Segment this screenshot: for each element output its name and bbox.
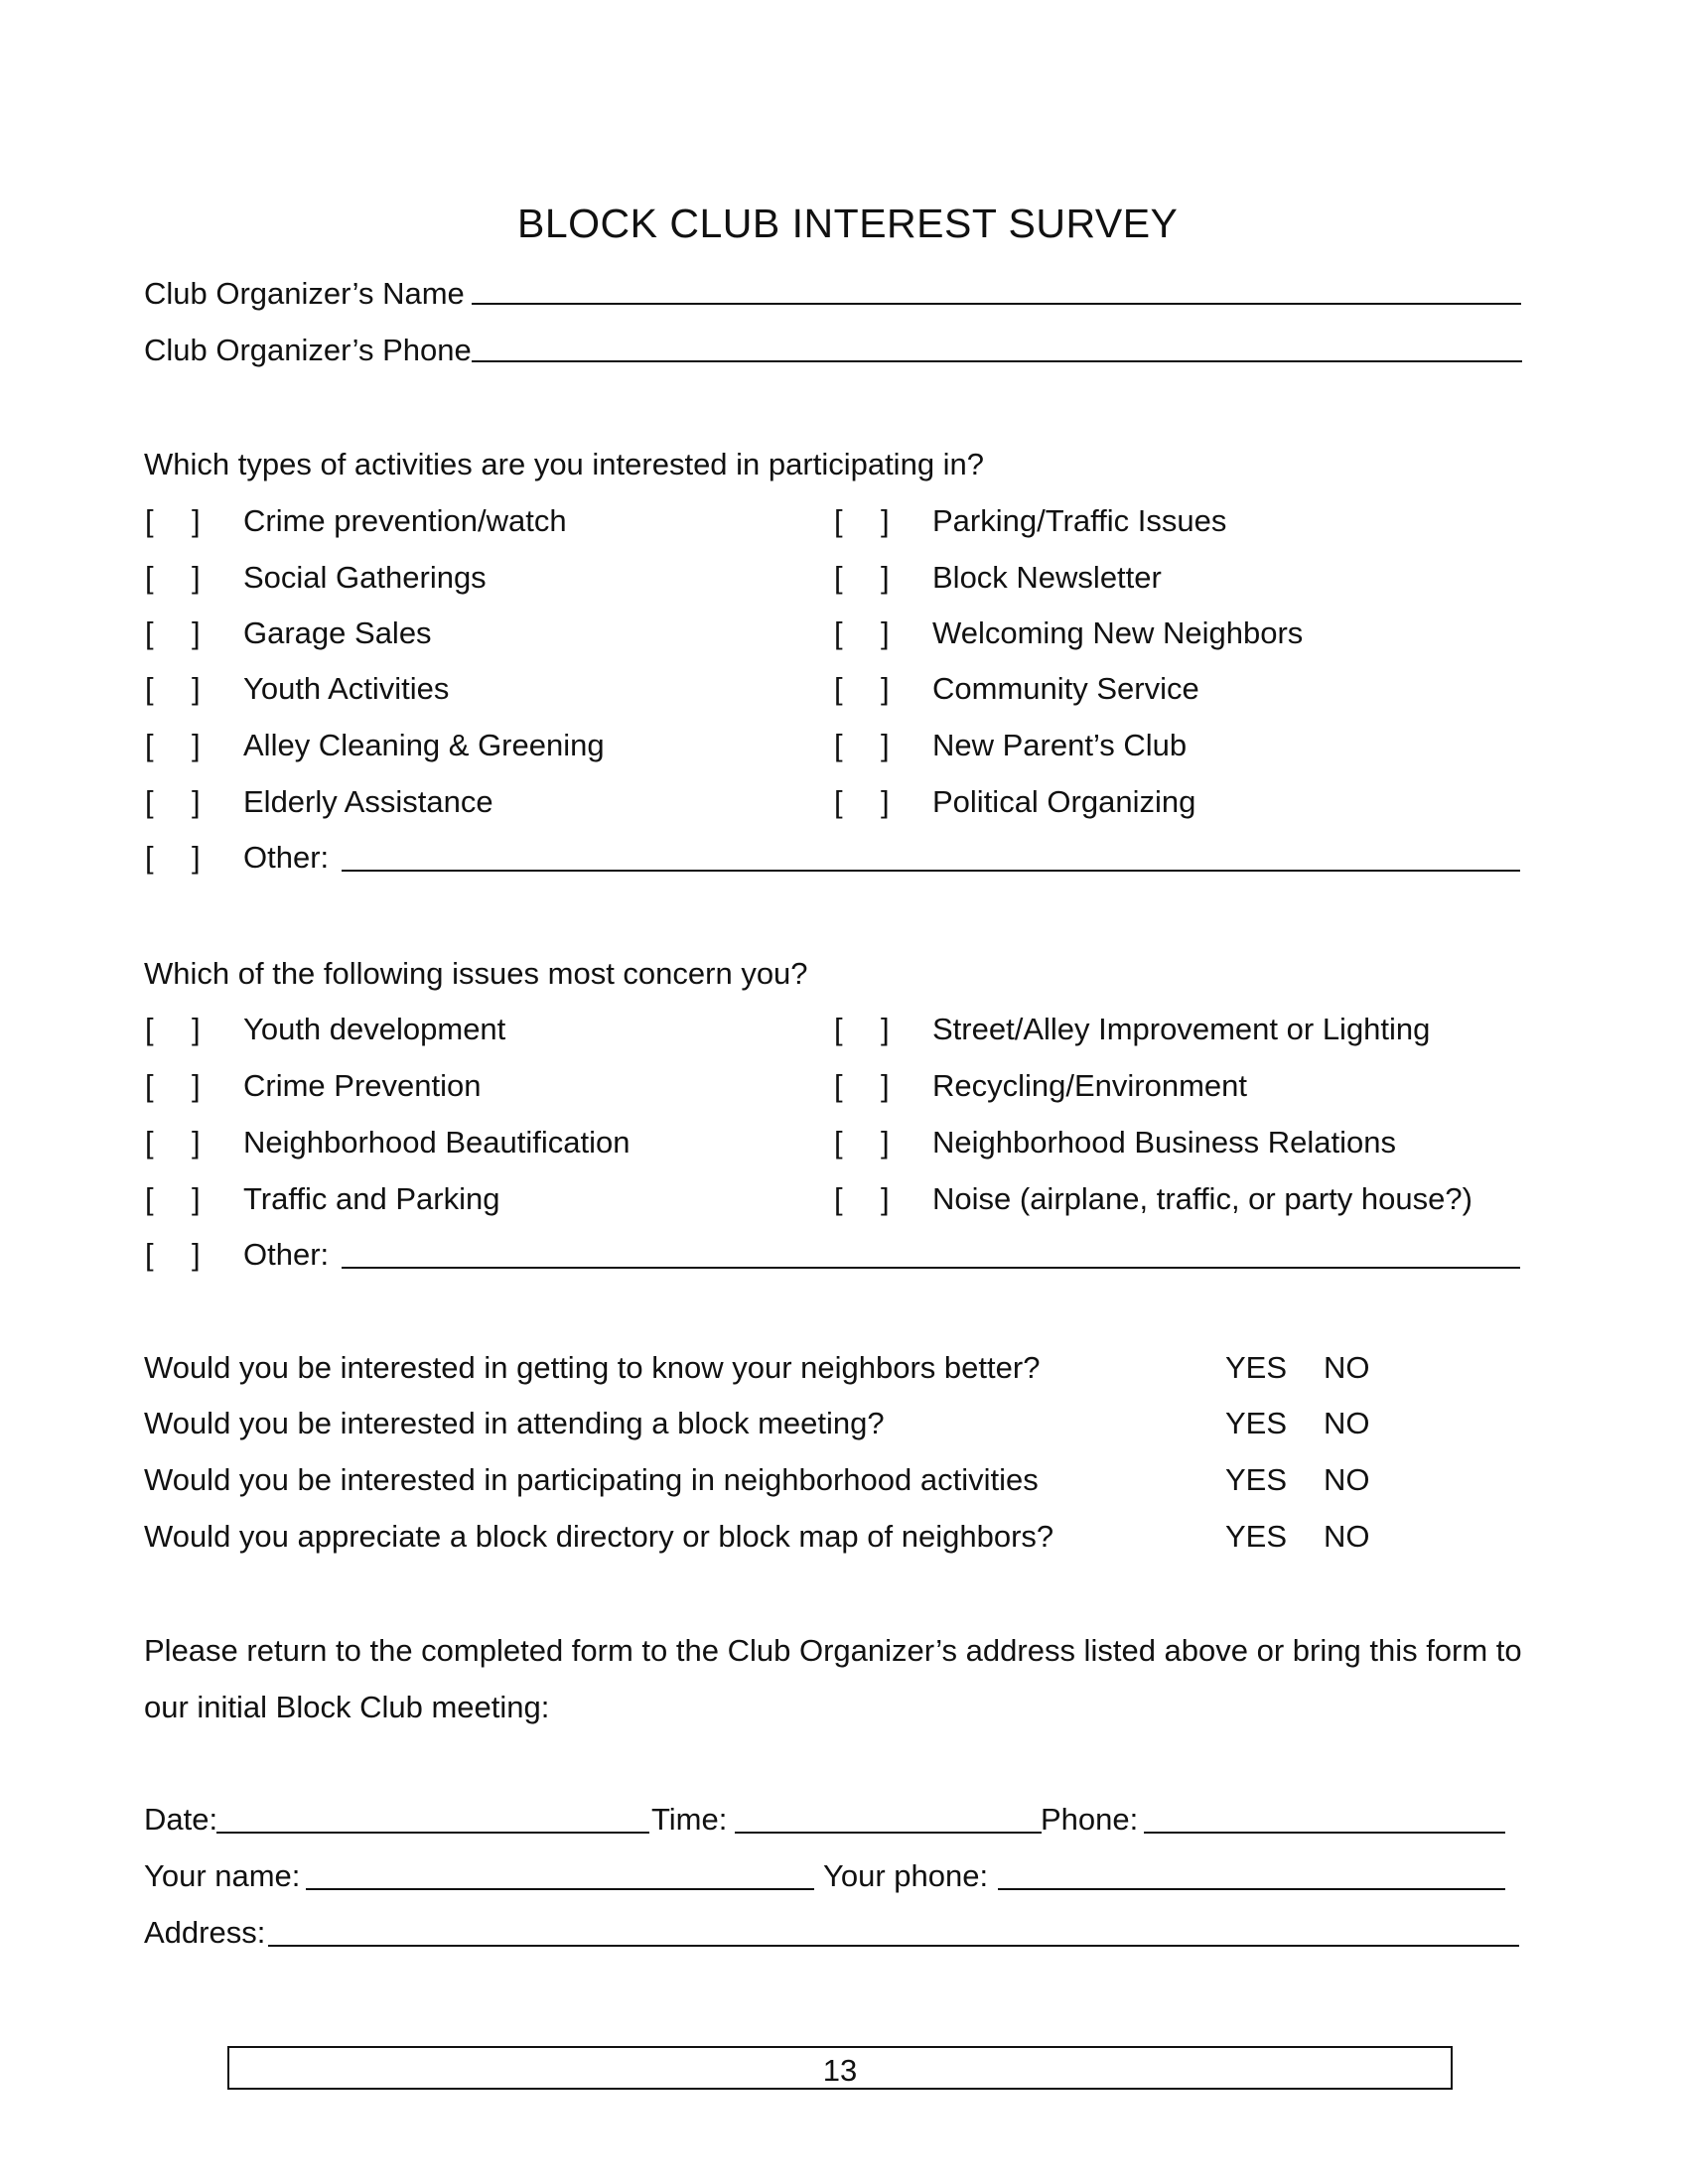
page-number-box: [227, 2046, 1453, 2090]
no-option-2[interactable]: NO: [1324, 1462, 1370, 1497]
checkbox-close-bracket: ]: [881, 615, 890, 650]
checkbox-open-bracket: [: [834, 671, 843, 706]
activity-right-2-checkbox[interactable]: [834, 617, 894, 653]
activity-right-4-checkbox[interactable]: [834, 730, 894, 765]
yes-no-question-0: Would you be interested in getting to know your neighbors better?: [144, 1350, 1041, 1385]
checkbox-close-bracket: ]: [192, 560, 201, 595]
checkbox-open-bracket: [: [145, 1237, 154, 1272]
address-field[interactable]: [268, 1945, 1519, 1947]
yes-no-question-2: Would you be interested in participating in neighborhood activities: [144, 1462, 1039, 1497]
organizer-phone-field[interactable]: [472, 360, 1522, 362]
yes-option-2[interactable]: YES: [1225, 1462, 1288, 1497]
checkbox-open-bracket: [: [834, 615, 843, 650]
issue-left-3-label: Traffic and Parking: [243, 1181, 500, 1216]
issue-right-2-checkbox[interactable]: [834, 1127, 894, 1162]
activity-right-3-label: Community Service: [932, 671, 1199, 706]
checkbox-open-bracket: [: [834, 728, 843, 762]
issue-left-3-checkbox[interactable]: [145, 1183, 205, 1219]
issue-other-checkbox[interactable]: [145, 1239, 205, 1275]
checkbox-open-bracket: [: [145, 615, 154, 650]
address-label: Address:: [144, 1915, 266, 1950]
checkbox-open-bracket: [: [145, 671, 154, 706]
checkbox-open-bracket: [: [145, 728, 154, 762]
checkbox-close-bracket: ]: [881, 1181, 890, 1216]
phone-field[interactable]: [1144, 1832, 1505, 1834]
issue-right-1-checkbox[interactable]: [834, 1070, 894, 1106]
return-note-line-1: Please return to the completed form to the Club Organizer’s address listed above or bring this form to: [144, 1633, 1522, 1668]
activity-left-4-label: Alley Cleaning & Greening: [243, 728, 605, 762]
yes-option-3[interactable]: YES: [1225, 1519, 1288, 1554]
checkbox-open-bracket: [: [145, 1125, 154, 1160]
yes-no-question-1: Would you be interested in attending a block meeting?: [144, 1406, 885, 1440]
issues-question: Which of the following issues most concern you?: [144, 956, 808, 991]
activity-left-0-label: Crime prevention/watch: [243, 503, 567, 538]
checkbox-close-bracket: ]: [881, 1068, 890, 1103]
activity-right-1-label: Block Newsletter: [932, 560, 1162, 595]
activity-left-2-checkbox[interactable]: [145, 617, 205, 653]
date-field[interactable]: [216, 1832, 649, 1834]
checkbox-close-bracket: ]: [192, 1181, 201, 1216]
activity-left-5-checkbox[interactable]: [145, 786, 205, 822]
activities-question: Which types of activities are you interested in participating in?: [144, 447, 985, 481]
checkbox-close-bracket: ]: [192, 784, 201, 819]
checkbox-open-bracket: [: [145, 503, 154, 538]
organizer-phone-label: Club Organizer’s Phone: [144, 333, 472, 367]
checkbox-open-bracket: [: [834, 560, 843, 595]
yes-option-0[interactable]: YES: [1225, 1350, 1288, 1385]
checkbox-open-bracket: [: [834, 1125, 843, 1160]
activity-right-5-checkbox[interactable]: [834, 786, 894, 822]
activity-left-2-label: Garage Sales: [243, 615, 432, 650]
issue-left-1-checkbox[interactable]: [145, 1070, 205, 1106]
checkbox-close-bracket: ]: [881, 1012, 890, 1046]
activity-left-0-checkbox[interactable]: [145, 505, 205, 541]
checkbox-open-bracket: [: [834, 1181, 843, 1216]
activity-left-4-checkbox[interactable]: [145, 730, 205, 765]
phone-label: Phone:: [1041, 1802, 1139, 1837]
your-name-label: Your name:: [144, 1858, 301, 1893]
yes-no-question-3: Would you appreciate a block directory or block map of neighbors?: [144, 1519, 1054, 1554]
checkbox-close-bracket: ]: [192, 1237, 201, 1272]
issue-right-2-label: Neighborhood Business Relations: [932, 1125, 1397, 1160]
issue-right-0-label: Street/Alley Improvement or Lighting: [932, 1012, 1431, 1046]
checkbox-open-bracket: [: [834, 1012, 843, 1046]
activity-right-2-label: Welcoming New Neighbors: [932, 615, 1304, 650]
issue-right-3-checkbox[interactable]: [834, 1183, 894, 1219]
issue-other-field[interactable]: [342, 1267, 1520, 1269]
your-phone-field[interactable]: [998, 1888, 1505, 1890]
issue-left-0-checkbox[interactable]: [145, 1014, 205, 1049]
checkbox-close-bracket: ]: [192, 1068, 201, 1103]
activity-other-field[interactable]: [342, 870, 1520, 872]
your-name-field[interactable]: [306, 1888, 814, 1890]
checkbox-close-bracket: ]: [881, 560, 890, 595]
activity-left-1-checkbox[interactable]: [145, 562, 205, 598]
activity-left-3-label: Youth Activities: [243, 671, 450, 706]
checkbox-close-bracket: ]: [192, 503, 201, 538]
activity-right-0-checkbox[interactable]: [834, 505, 894, 541]
organizer-name-label: Club Organizer’s Name: [144, 276, 465, 311]
checkbox-open-bracket: [: [145, 560, 154, 595]
checkbox-open-bracket: [: [145, 1068, 154, 1103]
checkbox-open-bracket: [: [834, 1068, 843, 1103]
checkbox-close-bracket: ]: [881, 784, 890, 819]
activity-left-5-label: Elderly Assistance: [243, 784, 493, 819]
checkbox-close-bracket: ]: [881, 1125, 890, 1160]
checkbox-open-bracket: [: [145, 1181, 154, 1216]
issue-other-label: Other:: [243, 1237, 330, 1272]
issue-left-2-label: Neighborhood Beautification: [243, 1125, 631, 1160]
issue-right-0-checkbox[interactable]: [834, 1014, 894, 1049]
your-phone-label: Your phone:: [823, 1858, 989, 1893]
checkbox-close-bracket: ]: [881, 671, 890, 706]
checkbox-open-bracket: [: [834, 784, 843, 819]
issue-left-2-checkbox[interactable]: [145, 1127, 205, 1162]
checkbox-close-bracket: ]: [192, 1012, 201, 1046]
activity-other-checkbox[interactable]: [145, 842, 205, 878]
no-option-0[interactable]: NO: [1324, 1350, 1370, 1385]
activity-other-label: Other:: [243, 840, 330, 875]
yes-option-1[interactable]: YES: [1225, 1406, 1288, 1440]
page-number: 13: [822, 2053, 858, 2088]
issue-right-3-label: Noise (airplane, traffic, or party house?): [932, 1181, 1473, 1216]
return-note-line-2: our initial Block Club meeting:: [144, 1690, 550, 1724]
activity-left-1-label: Social Gatherings: [243, 560, 487, 595]
checkbox-close-bracket: ]: [881, 503, 890, 538]
checkbox-close-bracket: ]: [192, 671, 201, 706]
organizer-name-field[interactable]: [472, 303, 1521, 305]
activity-right-0-label: Parking/Traffic Issues: [932, 503, 1227, 538]
activity-right-5-label: Political Organizing: [932, 784, 1196, 819]
page-title: BLOCK CLUB INTEREST SURVEY: [517, 201, 1179, 246]
date-label: Date:: [144, 1802, 218, 1837]
issue-left-1-label: Crime Prevention: [243, 1068, 482, 1103]
activity-right-3-checkbox[interactable]: [834, 673, 894, 709]
checkbox-open-bracket: [: [145, 840, 154, 875]
time-field[interactable]: [735, 1832, 1042, 1834]
checkbox-close-bracket: ]: [192, 728, 201, 762]
checkbox-close-bracket: ]: [192, 840, 201, 875]
checkbox-close-bracket: ]: [881, 728, 890, 762]
checkbox-open-bracket: [: [145, 784, 154, 819]
activity-right-4-label: New Parent’s Club: [932, 728, 1188, 762]
no-option-1[interactable]: NO: [1324, 1406, 1370, 1440]
issue-left-0-label: Youth development: [243, 1012, 506, 1046]
issue-right-1-label: Recycling/Environment: [932, 1068, 1248, 1103]
checkbox-open-bracket: [: [834, 503, 843, 538]
no-option-3[interactable]: NO: [1324, 1519, 1370, 1554]
checkbox-close-bracket: ]: [192, 615, 201, 650]
activity-right-1-checkbox[interactable]: [834, 562, 894, 598]
activity-left-3-checkbox[interactable]: [145, 673, 205, 709]
checkbox-close-bracket: ]: [192, 1125, 201, 1160]
checkbox-open-bracket: [: [145, 1012, 154, 1046]
time-label: Time:: [651, 1802, 728, 1837]
